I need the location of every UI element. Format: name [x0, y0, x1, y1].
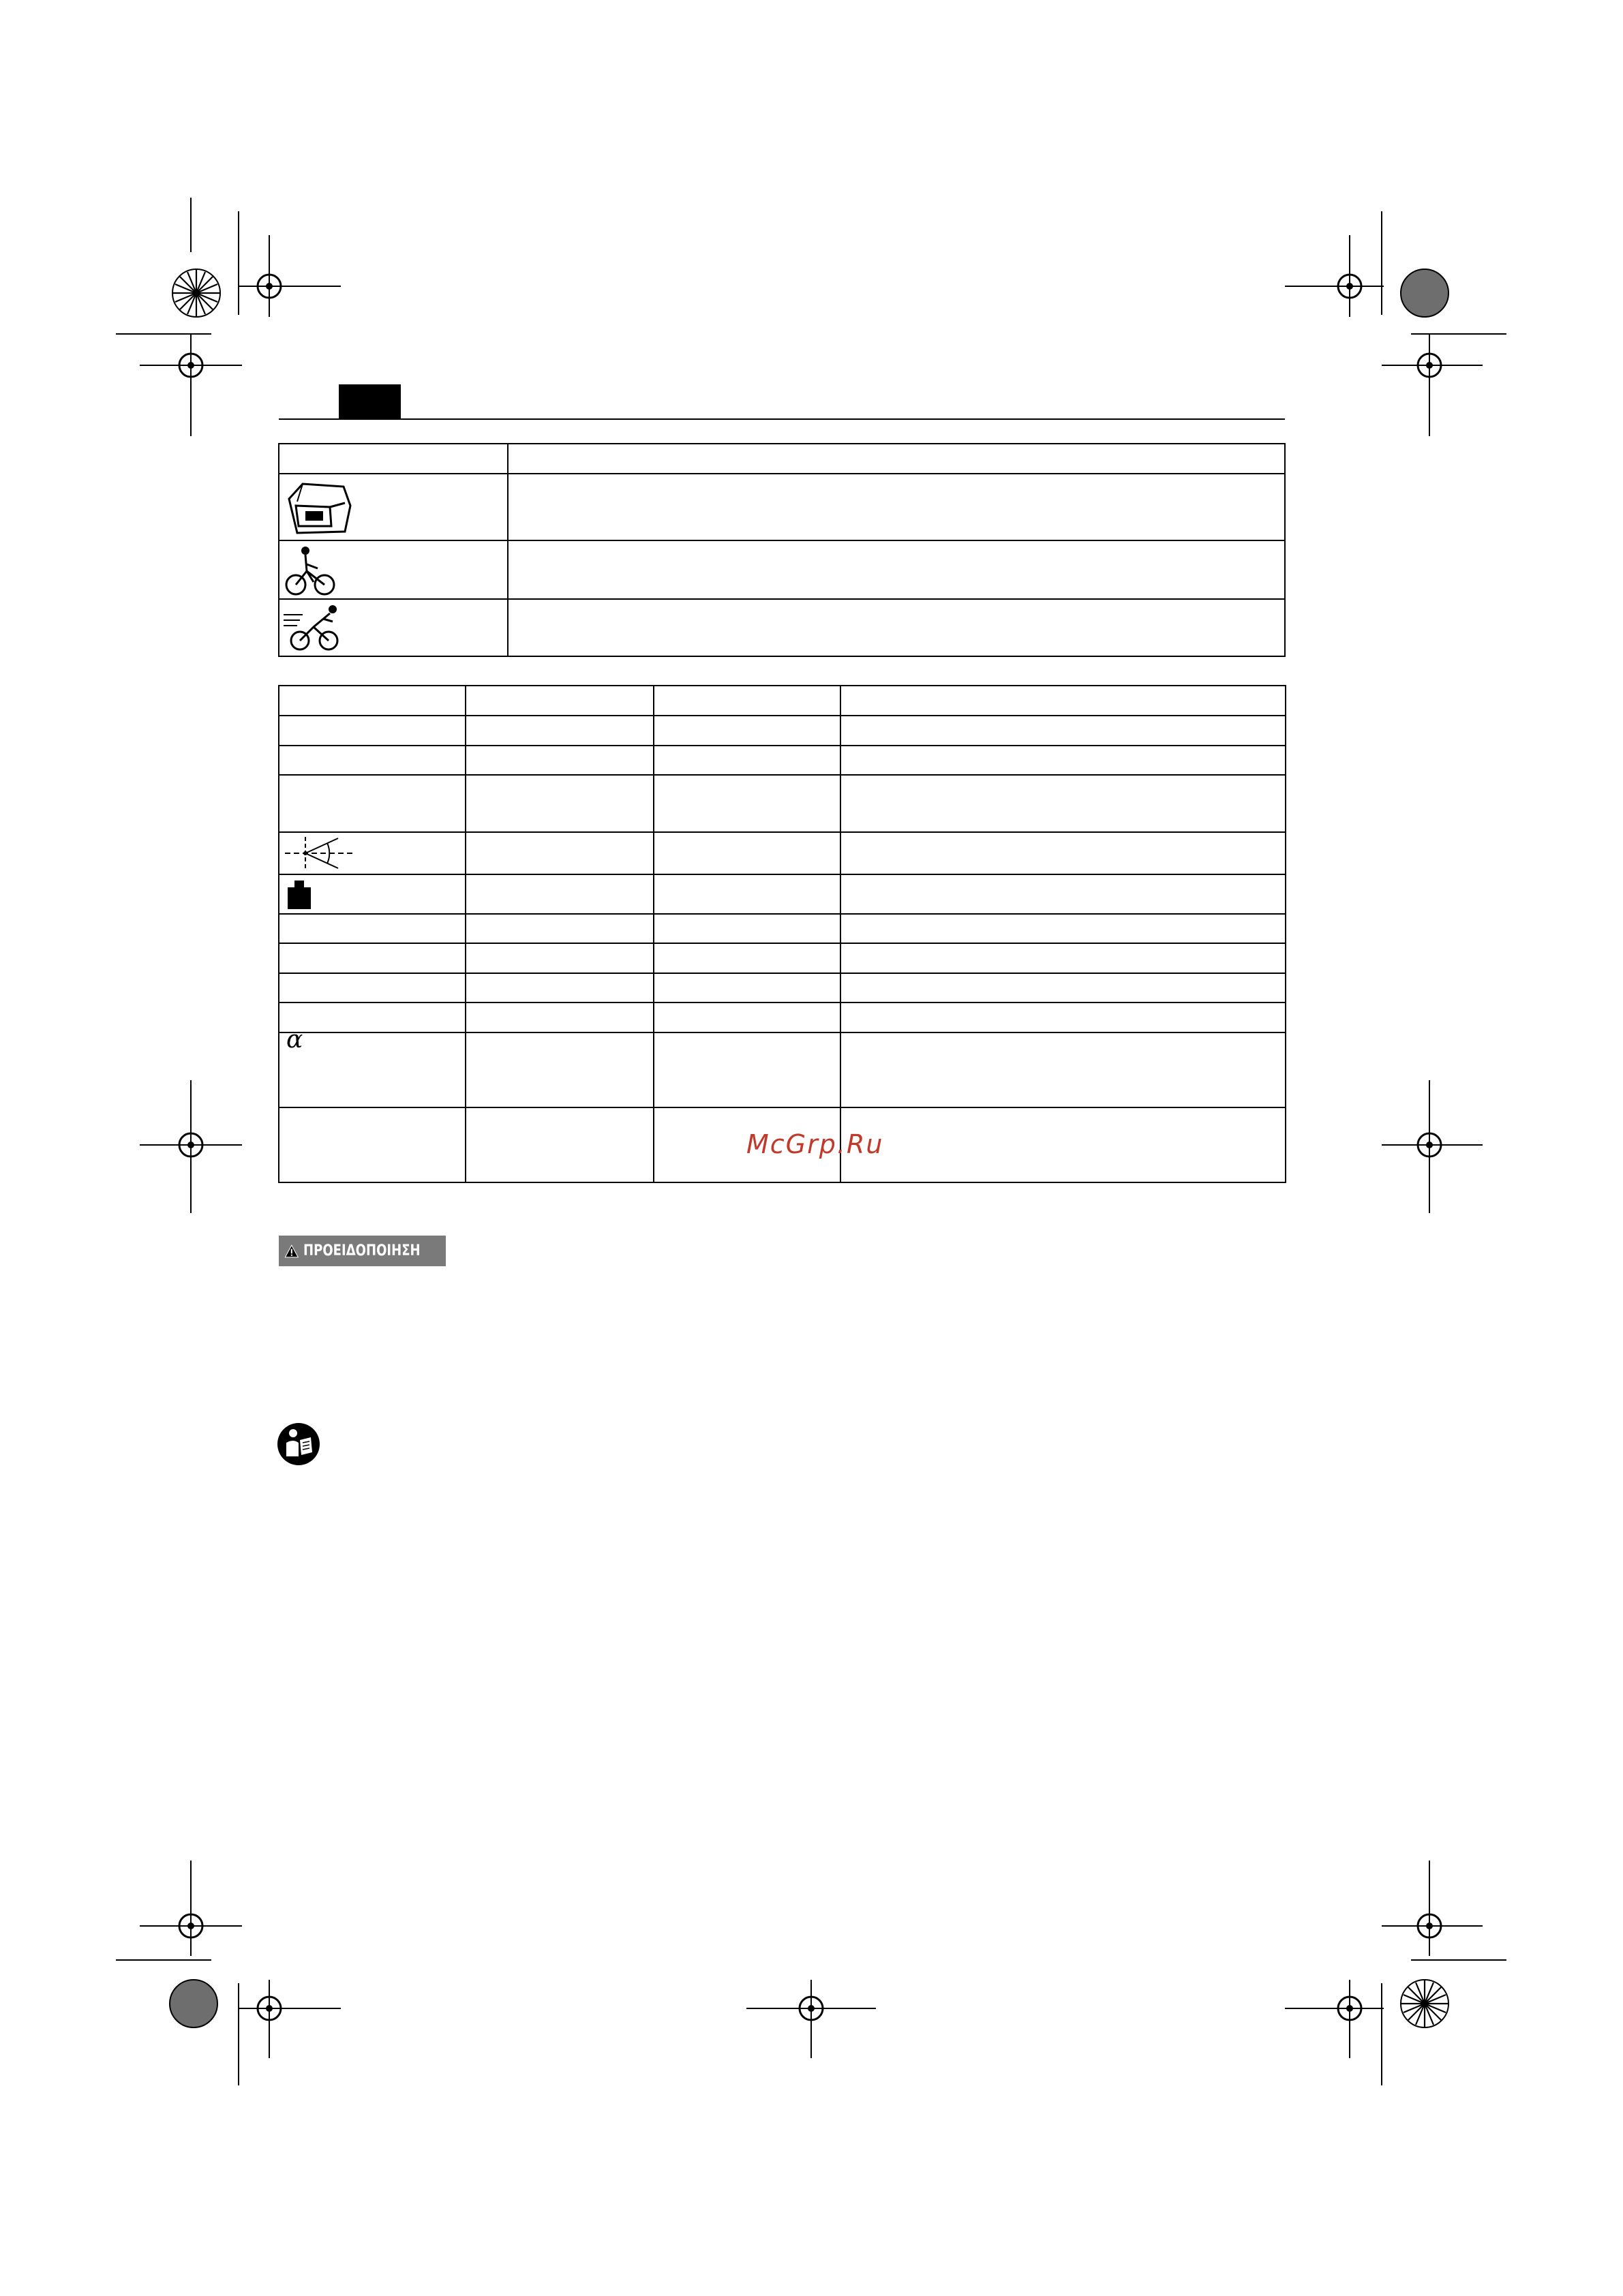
- symbol-row: [279, 474, 1285, 540]
- spec-header-row: [279, 686, 1286, 716]
- angle-icon: [285, 834, 360, 872]
- language-tab: [339, 384, 401, 420]
- header-rule: [279, 418, 1285, 420]
- fast-cyclist-icon: [282, 602, 344, 654]
- symbol-table-header: [279, 444, 1285, 474]
- symbol-row: [279, 540, 1285, 599]
- read-manual-icon: [277, 1422, 320, 1466]
- spec-row: [279, 943, 1286, 973]
- spec-row: [279, 914, 1286, 943]
- cyclist-icon: [284, 544, 338, 598]
- spec-row: [279, 716, 1286, 746]
- warning-label: ΠΡΟΕΙΔΟΠΟΙΗΣΗ: [303, 1242, 421, 1259]
- spec-row: [279, 1032, 1286, 1107]
- spec-row: [279, 874, 1286, 914]
- spec-row: [279, 1002, 1286, 1032]
- watermark: McGrp.Ru: [746, 1129, 884, 1159]
- spec-row: [279, 973, 1286, 1002]
- spec-table: [278, 685, 1286, 1183]
- alpha-symbol: α: [286, 1026, 303, 1054]
- spec-row: [279, 832, 1286, 874]
- warning-triangle-icon: [284, 1241, 299, 1261]
- weight-icon: [286, 879, 314, 910]
- spec-row: [279, 746, 1286, 775]
- battery-charger-icon: [282, 478, 357, 540]
- warning-badge: [279, 1236, 446, 1266]
- spec-row: [279, 775, 1286, 832]
- symbol-table: [278, 443, 1286, 657]
- symbol-row: [279, 599, 1285, 656]
